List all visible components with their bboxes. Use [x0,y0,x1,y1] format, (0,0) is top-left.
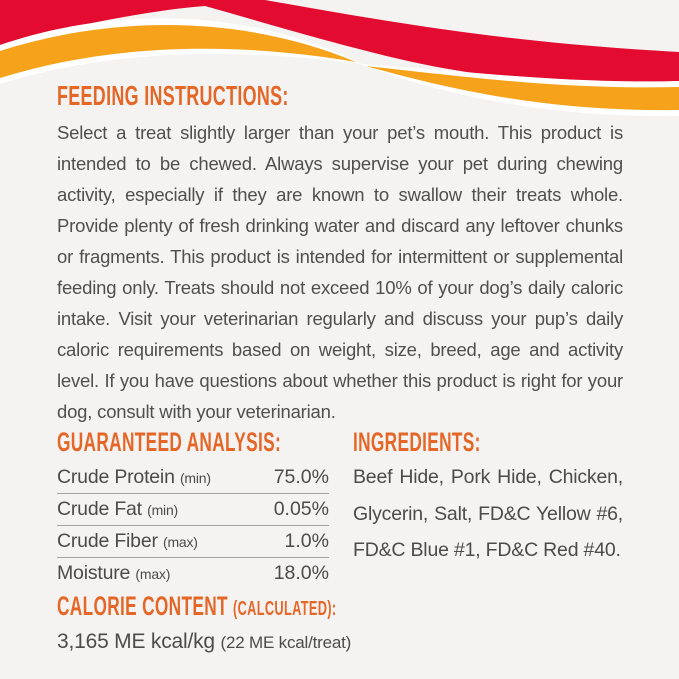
guaranteed-analysis-section [57,427,329,589]
guaranteed-analysis-heading [57,427,329,457]
calorie-content-section [57,591,623,654]
nutrient-value: 0.05% [273,498,329,520]
nutrient-name: Crude Fat [57,498,142,520]
nutrient-label [57,466,211,489]
nutrient-qualifier: (min) [147,502,179,518]
calorie-heading-main: CALORIE CONTENT [57,591,228,621]
nutrient-qualifier: (max) [135,566,171,582]
table-row [57,526,329,558]
nutrient-value: 1.0% [284,530,329,552]
nutrient-qualifier: (max) [162,534,198,550]
calorie-value: 3,165 ME kcal/kg [57,630,215,653]
nutrient-name: Crude Protein [57,466,175,488]
nutrient-label [57,530,198,553]
calorie-content-heading [57,591,623,621]
calorie-value-line [57,630,623,654]
feeding-instructions-heading-text: FEEDING INSTRUCTIONS: [57,80,289,111]
analysis-ingredients-section [57,427,623,589]
guaranteed-analysis-heading-text: GUARANTEED ANALYSIS: [57,427,282,457]
nutrient-value: 18.0% [273,562,329,584]
nutrient-name: Moisture [57,562,131,584]
table-row [57,494,329,526]
nutrient-name: Crude Fiber [57,530,158,552]
feeding-instructions-heading [57,80,623,111]
ingredients-text: Beef Hide, Pork Hide, Chicken, Glycerin, Salt, FD&C Yellow #6, FD&C Blue #1, FD&C Red #40. [353,466,623,561]
table-row [57,462,329,494]
calorie-value-suffix: (22 ME kcal/treat) [220,633,352,652]
feeding-instructions-text: Select a treat slightly larger than your pet’s mouth. This product is intended to be chewed. Always supervise your pet during chewing activity, especially if they are known to swallow their treats whole. Provide plenty of fresh drinking water and discard any leftover chunks or fragments. This product is intended for intermittent or supplemental feeding only. Treats should not exceed 10% of your dog’s daily caloric intake. Visit your veterinarian regularly and discuss your pup’s daily caloric requirements based on weight, size, breed, age and activity level. If you have questions about whether this product is right for your dog, consult with your veterinarian. [57,122,623,422]
calorie-heading-suffix: (CALCULATED): [233,598,337,620]
ingredients-heading-text: INGREDIENTS: [353,427,481,457]
ingredients-heading [353,427,623,457]
nutrient-qualifier: (min) [179,470,211,486]
nutrient-value: 75.0% [273,466,329,488]
nutrient-label [57,562,170,585]
calorie-content-heading-text [57,591,337,621]
guaranteed-analysis-table [57,462,329,589]
nutrient-label [57,498,178,521]
table-row [57,558,329,589]
ingredients-section [353,427,623,589]
label-content [57,80,623,653]
